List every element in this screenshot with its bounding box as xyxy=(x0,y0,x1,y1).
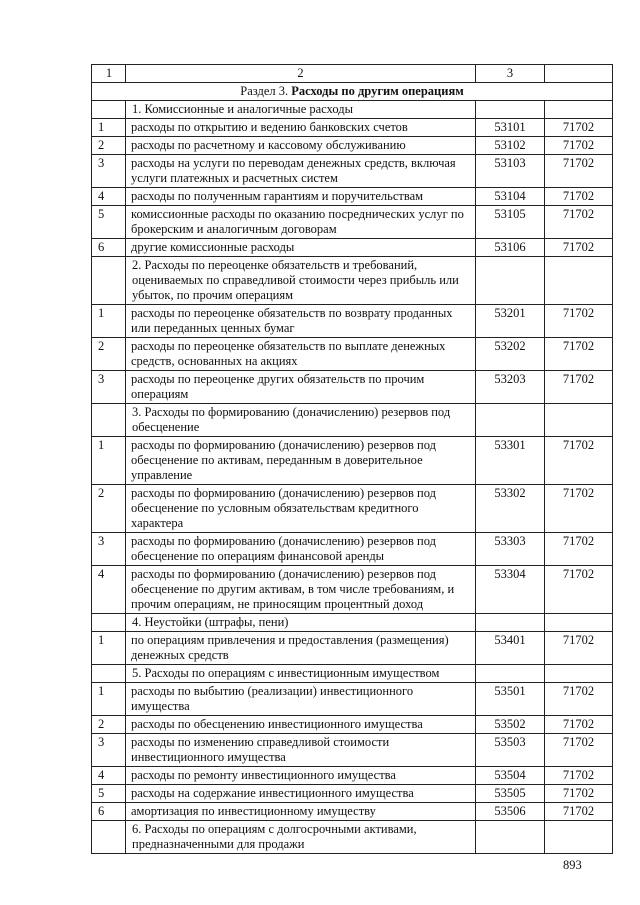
number-cell: 4 xyxy=(92,188,126,206)
code-cell: 53502 xyxy=(476,716,545,734)
code-cell: 53201 xyxy=(476,305,545,338)
code-cell xyxy=(476,257,545,305)
table-row xyxy=(92,188,613,206)
account-cell: 71702 xyxy=(545,803,613,821)
account-cell: 71702 xyxy=(545,716,613,734)
account-cell: 71702 xyxy=(545,683,613,716)
table-row xyxy=(92,803,613,821)
code-cell: 53104 xyxy=(476,188,545,206)
number-cell: 5 xyxy=(92,206,126,239)
account-cell: 71702 xyxy=(545,632,613,665)
number-cell: 3 xyxy=(92,734,126,767)
account-cell: 71702 xyxy=(545,485,613,533)
table-row xyxy=(92,566,613,614)
code-cell: 53304 xyxy=(476,566,545,614)
description-cell: амортизация по инвестиционному имуществу xyxy=(126,803,476,821)
description-cell: расходы по выбытию (реализации) инвестиционного имущества xyxy=(126,683,476,716)
number-cell: 6 xyxy=(92,239,126,257)
header-cell-3: 3 xyxy=(476,65,545,83)
number-cell xyxy=(92,404,126,437)
table-row xyxy=(92,767,613,785)
group-row xyxy=(92,821,613,854)
table-row xyxy=(92,716,613,734)
description-cell: расходы по переоценке обязательств по возврату проданных или переданных ценных бумаг xyxy=(126,305,476,338)
header-row xyxy=(92,65,613,83)
table-row xyxy=(92,632,613,665)
group-row xyxy=(92,101,613,119)
number-cell: 4 xyxy=(92,566,126,614)
number-cell: 1 xyxy=(92,119,126,137)
code-cell: 53101 xyxy=(476,119,545,137)
number-cell: 1 xyxy=(92,437,126,485)
group-title: 6. Расходы по операциям с долгосрочными активами, предназначенными для продажи xyxy=(126,821,476,854)
code-cell: 53303 xyxy=(476,533,545,566)
description-cell: расходы по формированию (доначислению) резервов под обесценение по операциям финансовой аренды xyxy=(126,533,476,566)
code-cell: 53501 xyxy=(476,683,545,716)
number-cell xyxy=(92,665,126,683)
group-title: 2. Расходы по переоценке обязательств и требований, оцениваемых по справедливой стоимости через прибыль или убыток, по прочим операциям xyxy=(126,257,476,305)
description-cell: расходы по расчетному и кассовому обслуживанию xyxy=(126,137,476,155)
account-cell xyxy=(545,614,613,632)
account-cell: 71702 xyxy=(545,206,613,239)
code-cell xyxy=(476,665,545,683)
number-cell xyxy=(92,257,126,305)
group-title: 4. Неустойки (штрафы, пени) xyxy=(126,614,476,632)
code-cell: 53401 xyxy=(476,632,545,665)
number-cell: 5 xyxy=(92,785,126,803)
number-cell xyxy=(92,101,126,119)
account-cell: 71702 xyxy=(545,338,613,371)
group-row xyxy=(92,257,613,305)
group-row xyxy=(92,665,613,683)
account-cell: 71702 xyxy=(545,785,613,803)
account-cell: 71702 xyxy=(545,371,613,404)
code-cell: 53203 xyxy=(476,371,545,404)
description-cell: другие комиссионные расходы xyxy=(126,239,476,257)
page-number: 893 xyxy=(563,858,582,872)
header-cell-2: 2 xyxy=(126,65,476,83)
number-cell: 1 xyxy=(92,305,126,338)
account-cell: 71702 xyxy=(545,734,613,767)
account-cell: 71702 xyxy=(545,119,613,137)
description-cell: расходы по переоценке обязательств по выплате денежных средств, основанных на акциях xyxy=(126,338,476,371)
account-cell: 71702 xyxy=(545,533,613,566)
table-row xyxy=(92,485,613,533)
account-cell: 71702 xyxy=(545,767,613,785)
code-cell: 53301 xyxy=(476,437,545,485)
description-cell: комиссионные расходы по оказанию посреднических услуг по брокерским и аналогичным договорам xyxy=(126,206,476,239)
table-row xyxy=(92,533,613,566)
description-cell: расходы на услуги по переводам денежных средств, включая услуги платежных и расчетных систем xyxy=(126,155,476,188)
table-row xyxy=(92,785,613,803)
account-cell: 71702 xyxy=(545,305,613,338)
header-cell-4 xyxy=(545,65,613,83)
group-row xyxy=(92,614,613,632)
number-cell: 2 xyxy=(92,485,126,533)
number-cell: 3 xyxy=(92,533,126,566)
group-title: 5. Расходы по операциям с инвестиционным имуществом xyxy=(126,665,476,683)
accounts-table xyxy=(91,64,613,854)
account-cell xyxy=(545,404,613,437)
number-cell: 1 xyxy=(92,632,126,665)
code-cell xyxy=(476,101,545,119)
description-cell: расходы по изменению справедливой стоимости инвестиционного имущества xyxy=(126,734,476,767)
table-row xyxy=(92,137,613,155)
account-cell: 71702 xyxy=(545,437,613,485)
account-cell xyxy=(545,101,613,119)
account-cell: 71702 xyxy=(545,155,613,188)
number-cell xyxy=(92,614,126,632)
section-prefix: Раздел 3. xyxy=(240,84,289,98)
number-cell: 4 xyxy=(92,767,126,785)
number-cell: 2 xyxy=(92,137,126,155)
table-row xyxy=(92,155,613,188)
number-cell: 3 xyxy=(92,371,126,404)
code-cell: 53103 xyxy=(476,155,545,188)
number-cell xyxy=(92,821,126,854)
code-cell: 53504 xyxy=(476,767,545,785)
number-cell: 2 xyxy=(92,716,126,734)
table-row xyxy=(92,437,613,485)
section-row xyxy=(92,83,613,101)
account-cell: 71702 xyxy=(545,137,613,155)
code-cell xyxy=(476,614,545,632)
code-cell: 53506 xyxy=(476,803,545,821)
number-cell: 3 xyxy=(92,155,126,188)
code-cell xyxy=(476,821,545,854)
account-cell xyxy=(545,821,613,854)
account-cell xyxy=(545,665,613,683)
header-cell-1: 1 xyxy=(92,65,126,83)
code-cell: 53302 xyxy=(476,485,545,533)
table-row xyxy=(92,305,613,338)
group-row xyxy=(92,404,613,437)
table-row xyxy=(92,119,613,137)
section-title xyxy=(92,83,613,101)
group-title: 3. Расходы по формированию (доначислению) резервов под обесценение xyxy=(126,404,476,437)
table-row xyxy=(92,206,613,239)
description-cell: по операциям привлечения и предоставления (размещения) денежных средств xyxy=(126,632,476,665)
code-cell: 53202 xyxy=(476,338,545,371)
table-row xyxy=(92,239,613,257)
description-cell: расходы по обесценению инвестиционного имущества xyxy=(126,716,476,734)
group-title: 1. Комиссионные и аналогичные расходы xyxy=(126,101,476,119)
account-cell: 71702 xyxy=(545,566,613,614)
code-cell xyxy=(476,404,545,437)
section-name: Расходы по другим операциям xyxy=(291,84,464,98)
code-cell: 53505 xyxy=(476,785,545,803)
account-cell: 71702 xyxy=(545,239,613,257)
number-cell: 2 xyxy=(92,338,126,371)
table-row xyxy=(92,734,613,767)
number-cell: 6 xyxy=(92,803,126,821)
description-cell: расходы по переоценке других обязательств по прочим операциям xyxy=(126,371,476,404)
code-cell: 53102 xyxy=(476,137,545,155)
number-cell: 1 xyxy=(92,683,126,716)
table-row xyxy=(92,338,613,371)
table-row xyxy=(92,371,613,404)
description-cell: расходы по ремонту инвестиционного имущества xyxy=(126,767,476,785)
description-cell: расходы по полученным гарантиям и поручительствам xyxy=(126,188,476,206)
description-cell: расходы по формированию (доначислению) резервов под обесценение по активам, переданным в доверительное управление xyxy=(126,437,476,485)
code-cell: 53105 xyxy=(476,206,545,239)
account-cell xyxy=(545,257,613,305)
description-cell: расходы по открытию и ведению банковских счетов xyxy=(126,119,476,137)
code-cell: 53503 xyxy=(476,734,545,767)
description-cell: расходы по формированию (доначислению) резервов под обесценение по условным обязательствам кредитного характера xyxy=(126,485,476,533)
account-cell: 71702 xyxy=(545,188,613,206)
table-row xyxy=(92,683,613,716)
description-cell: расходы по формированию (доначислению) резервов под обесценение по другим активам, в том числе требованиям, и прочим операциям, не приносящим процентный доход xyxy=(126,566,476,614)
code-cell: 53106 xyxy=(476,239,545,257)
description-cell: расходы на содержание инвестиционного имущества xyxy=(126,785,476,803)
